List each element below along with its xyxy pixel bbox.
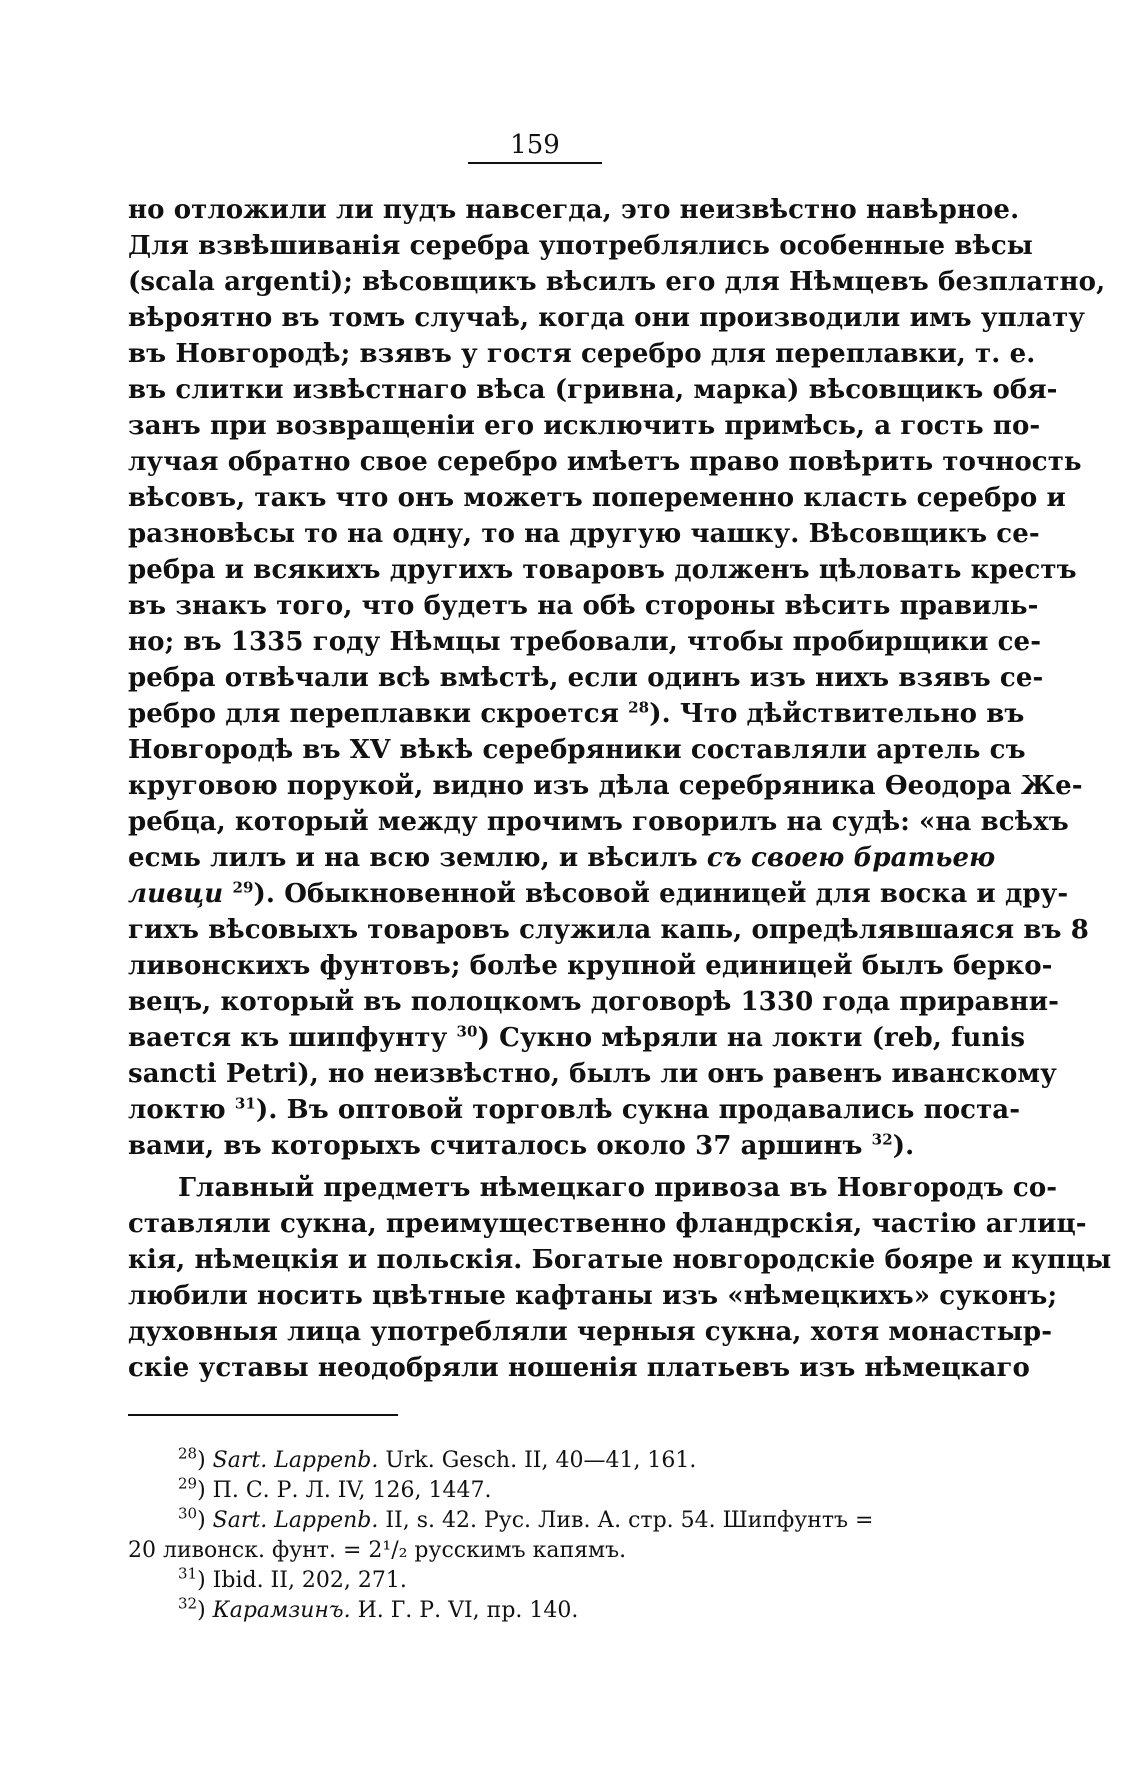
footnote-30: $^{30}$) Sart. Lappenb. II, s. 42. Рус. Лив. А. стр. 54. Шипфунтъ =: [178, 1504, 874, 1533]
text-run: ). Въ оптовой торговлѣ сукна продавались поста-: [255, 1095, 1021, 1125]
footnote-text: П. С. Р. Л. IV, 126, 1447.: [205, 1478, 492, 1503]
page-number-rule: [468, 162, 602, 164]
text-line: вецъ, который въ полоцкомъ договорѣ 1330 года приравни-: [128, 987, 1060, 1017]
text-line: но отложили ли пудъ навсегда, это неизвѣстно навѣрное.: [128, 195, 1020, 225]
text-line: ребра и всякихъ другихъ товаровъ долженъ цѣловать крестъ: [128, 555, 1077, 585]
text-run: ) Сукно мѣряли на локти (reb, funis: [477, 1023, 1026, 1053]
footnote-30-continuation: 20 ливонск. фунт. = 2¹/₂ русскимъ капямъ.: [128, 1538, 627, 1563]
text-line: [128, 696, 1025, 732]
text-line: ребра отвѣчали всѣ вмѣстѣ, если одинъ изъ нихъ взявъ се-: [128, 663, 1044, 693]
text-line: вѣсовъ, такъ что онъ можетъ попеременно класть серебро и: [128, 483, 1066, 513]
footnote-author: Sart. Lappenb.: [212, 1508, 379, 1533]
text-line: кія, нѣмецкія и польскія. Богатые новгородскіе бояре и купцы: [128, 1245, 1112, 1275]
footnote-ref-30[interactable]: 30: [456, 1022, 478, 1041]
text-line: вѣроятно въ томъ случаѣ, когда они производили имъ уплату: [128, 303, 1086, 333]
text-line: Новгородѣ въ XV вѣкѣ серебряники составляли артель съ: [128, 735, 1026, 765]
footnote-author: Карамзинъ.: [212, 1598, 351, 1623]
text-line: ребца, который между прочимъ говорилъ на судѣ: «на всѣхъ: [128, 807, 1069, 837]
footnote-31: $^{31}$) Ibid. II, 202, 271.: [178, 1564, 407, 1593]
text-line: скіе уставы неодобряли ношенія платьевъ изъ нѣмецкаго: [128, 1353, 1030, 1383]
text-line: [128, 876, 1069, 912]
text-line: въ слитки извѣстнаго вѣса (гривна, марка) вѣсовщикъ обя-: [128, 375, 1058, 405]
text-line: но; въ 1335 году Нѣмцы требовали, чтобы пробирщики се-: [128, 627, 1042, 657]
text-run: ). Что дѣйствительно въ: [649, 699, 1025, 729]
footnote-number: 32: [178, 1594, 198, 1613]
text-line: [128, 1020, 1026, 1056]
footnote-number: 30: [178, 1504, 198, 1523]
text-line: лучая обратно свое серебро имѣетъ право повѣрить точность: [128, 447, 1082, 477]
footnote-ref-32[interactable]: 32: [871, 1130, 893, 1149]
footnote-ref-31[interactable]: 31: [234, 1094, 256, 1113]
text-run: ). Обыкновенной вѣсовой единицей для воска и дру-: [253, 879, 1069, 909]
text-line: въ знакъ того, что будетъ на обѣ стороны вѣсить правиль-: [128, 591, 1039, 621]
text-line: круговою порукой, видно изъ дѣла серебряника Ѳеодора Же-: [128, 771, 1083, 801]
text-line: Для взвѣшиванія серебра употреблялись особенные вѣсы: [128, 231, 1033, 261]
footnote-text: II, s. 42. Рус. Лив. А. стр. 54. Шипфунтъ =: [378, 1508, 874, 1533]
text-line: ливонскихъ фунтовъ; болѣе крупной единицей былъ берко-: [128, 951, 1053, 981]
text-line: Главный предметъ нѣмецкаго привоза въ Новгородъ со-: [178, 1173, 1058, 1203]
footnote-separator: [128, 1414, 398, 1416]
text-run: ).: [892, 1131, 915, 1161]
text-line: sancti Petri), но неизвѣстно, былъ ли онъ равенъ иванскому: [128, 1059, 1057, 1089]
text-line: разновѣсы то на одну, то на другую чашку. Вѣсовщикъ се-: [128, 519, 1040, 549]
text-run: ребро для переплавки скроется: [128, 699, 629, 729]
footnote-text: Ibid. II, 202, 271.: [205, 1568, 407, 1593]
text-line: [128, 1128, 938, 1164]
text-line: [128, 840, 996, 876]
footnote-text: И. Г. Р. VI, пр. 140.: [350, 1598, 579, 1623]
footnote-author: Sart. Lappenb.: [212, 1448, 379, 1473]
footnote-32: $^{32}$) Карамзинъ. И. Г. Р. VI, пр. 140.: [178, 1594, 579, 1623]
text-run: вается къ шипфунту: [128, 1023, 457, 1053]
footnote-ref-29[interactable]: 29: [232, 878, 254, 897]
text-run: вами, въ которыхъ считалось около 37 аршинъ: [128, 1131, 872, 1161]
text-run: локтю: [128, 1095, 235, 1125]
italic-quote: ливци: [128, 879, 224, 909]
footnote-28: $^{28}$) Sart. Lappenb. Urk. Gesch. II, 40—41, 161.: [178, 1444, 697, 1473]
footnote-29: $^{29}$) П. С. Р. Л. IV, 126, 1447.: [178, 1474, 492, 1503]
text-line: [128, 1092, 1021, 1128]
footnote-text: Urk. Gesch. II, 40—41, 161.: [378, 1448, 697, 1473]
italic-quote: съ своею братьею: [706, 843, 996, 873]
footnote-number: 31: [178, 1564, 198, 1583]
footnote-number: 29: [178, 1474, 198, 1493]
footnote-number: 28: [178, 1444, 198, 1463]
text-line: (scala argenti); вѣсовщикъ вѣсилъ его для Нѣмцевъ безплатно,: [128, 267, 1106, 297]
text-line: любили носить цвѣтные кафтаны изъ «нѣмецкихъ» суконъ;: [128, 1281, 1058, 1311]
text-line: занъ при возвращеніи его исключить примѣсь, а гость по-: [128, 411, 1041, 441]
text-run: есмь лилъ и на всю землю, и вѣсилъ: [128, 843, 707, 873]
text-line: гихъ вѣсовыхъ товаровъ служила капь, опредѣлявшаяся въ 8: [128, 915, 1089, 945]
text-line: духовныя лица употребляли черныя сукна, хотя монастыр-: [128, 1317, 1053, 1347]
text-line: въ Новгородѣ; взявъ у гостя серебро для переплавки, т. е.: [128, 339, 1036, 369]
page-number: 159: [510, 130, 560, 160]
text-line: ставляли сукна, преимущественно фландрскія, частію аглиц-: [128, 1209, 1087, 1239]
footnote-ref-28[interactable]: 28: [628, 698, 650, 717]
